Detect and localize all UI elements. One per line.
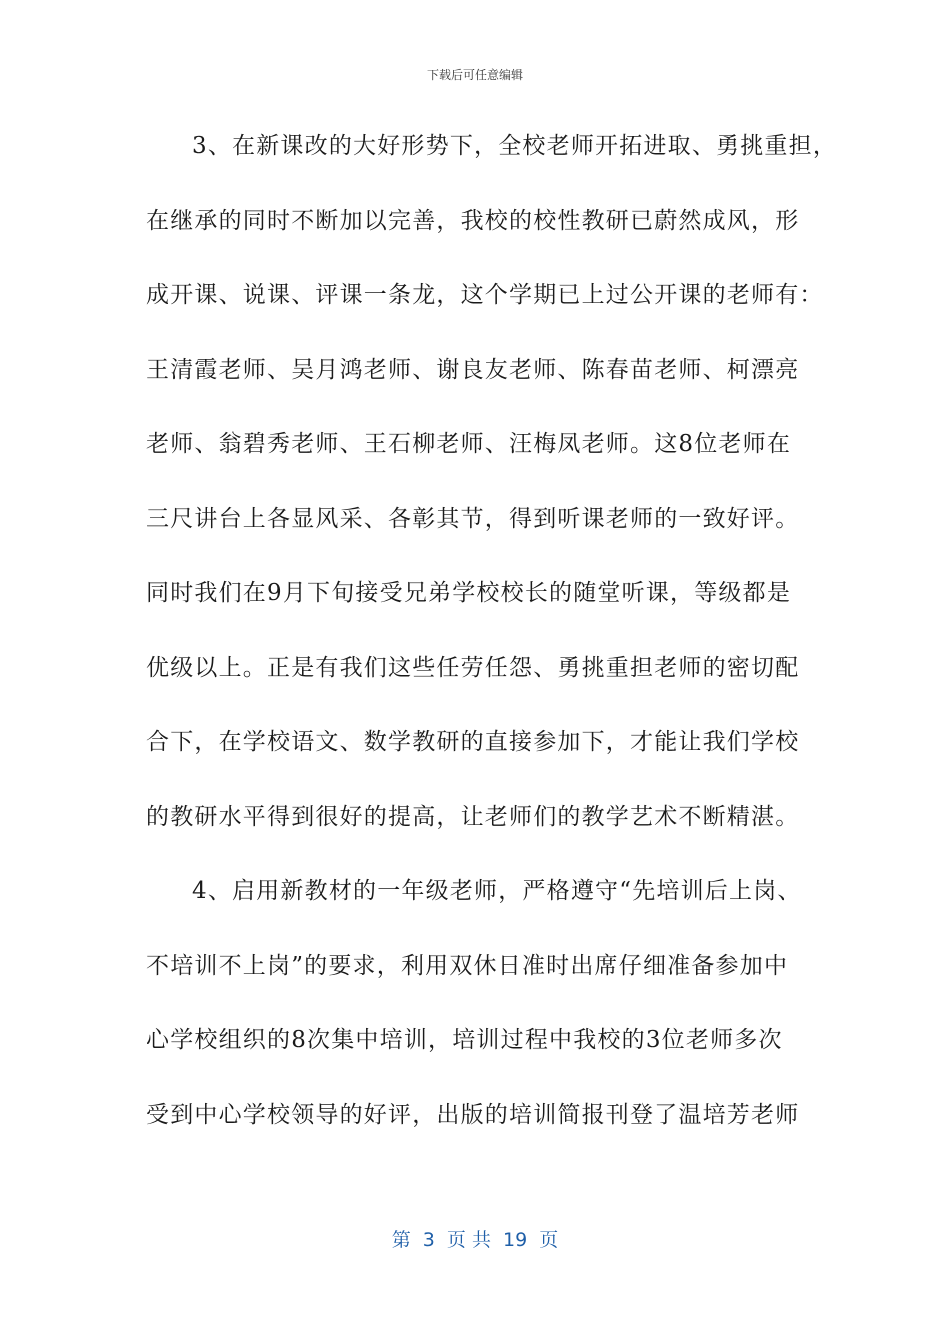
paragraph-line: 在继承的同时不断加以完善，我校的校性教研已蔚然成风，形 (146, 207, 800, 234)
paragraph-line: 受到中心学校领导的好评，出版的培训简报刊登了温培芳老师 (146, 1101, 800, 1128)
paragraph-line: 成开课、说课、评课一条龙，这个学期已上过公开课的老师有： (146, 282, 824, 308)
page-header-note: 下载后可任意编辑 (426, 68, 523, 82)
paragraph-line: 心学校组织的8次集中培训，培训过程中我校的3位老师多次 (146, 1027, 783, 1053)
paragraph-line: 同时我们在9月下旬接受兄弟学校校长的随堂听课，等级都是 (146, 580, 792, 606)
paragraph-line: 合下，在学校语文、数学教研的直接参加下，才能让我们学校 (146, 729, 800, 755)
paragraph-line: 4、启用新教材的一年级老师，严格遵守“先培训后上岗、 (192, 878, 802, 904)
paragraph-4 (146, 867, 806, 1165)
paragraph-3 (146, 122, 838, 867)
page-number-footer: 第 3 页 共 19 页 (391, 1229, 559, 1251)
paragraph-line: 不培训不上岗”的要求，利用双休日准时出席仔细准备参加中 (146, 952, 789, 979)
paragraph-line: 优级以上。正是有我们这些任劳任怨、勇挑重担老师的密切配 (146, 654, 800, 681)
document-body (146, 122, 838, 1165)
paragraph-line: 三尺讲台上各显风采、各彰其节，得到听课老师的一致好评。 (146, 505, 800, 532)
paragraph-line: 3、在新课改的大好形势下，全校老师开拓进取、勇挑重担， (192, 133, 838, 159)
paragraph-line: 的教研水平得到很好的提高，让老师们的教学艺术不断精湛。 (146, 803, 800, 830)
paragraph-line: 王清霞老师、吴月鸿老师、谢良友老师、陈春苗老师、柯漂亮 (146, 356, 800, 383)
paragraph-line: 老师、翁碧秀老师、王石柳老师、汪梅凤老师。这8位老师在 (146, 431, 792, 457)
